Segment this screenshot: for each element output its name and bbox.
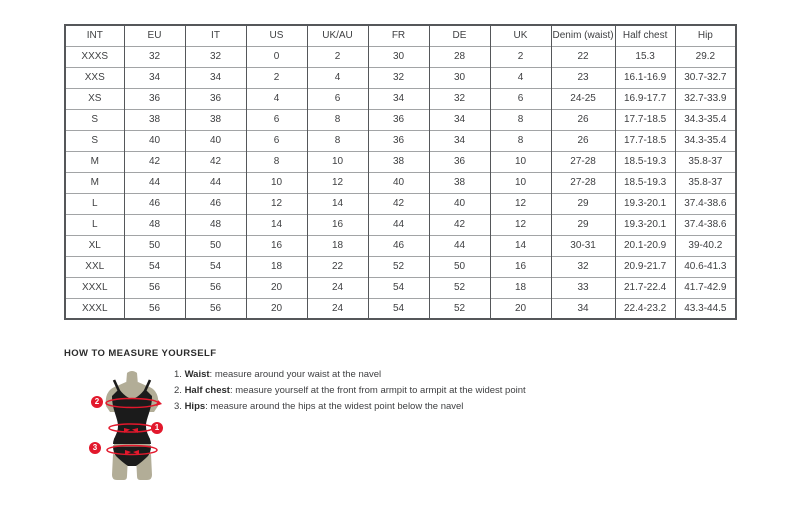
table-cell: 38 — [185, 109, 246, 130]
table-cell: 54 — [185, 256, 246, 277]
table-cell: 18 — [307, 235, 368, 256]
column-header: DE — [429, 25, 490, 46]
column-header: UK/AU — [307, 25, 368, 46]
table-cell: 18.5-19.3 — [615, 172, 675, 193]
table-cell: 18 — [490, 277, 551, 298]
table-cell: 36 — [185, 88, 246, 109]
table-cell: 17.7-18.5 — [615, 130, 675, 151]
measure-steps-list — [174, 370, 526, 418]
table-row — [65, 298, 736, 319]
column-header: US — [246, 25, 307, 46]
table-cell: 29.2 — [675, 46, 736, 67]
table-cell: 30-31 — [551, 235, 615, 256]
table-cell: 6 — [246, 130, 307, 151]
table-cell: 44 — [429, 235, 490, 256]
table-cell: 56 — [185, 277, 246, 298]
table-cell: S — [65, 109, 124, 130]
table-cell: 24 — [307, 298, 368, 319]
measurement-figure-illustration — [82, 370, 182, 482]
table-cell: 18.5-19.3 — [615, 151, 675, 172]
table-cell: 52 — [429, 298, 490, 319]
table-row — [65, 214, 736, 235]
table-cell: 50 — [429, 256, 490, 277]
table-cell: 56 — [124, 277, 185, 298]
table-cell: 42 — [124, 151, 185, 172]
table-cell: 50 — [185, 235, 246, 256]
table-cell: 36 — [368, 109, 429, 130]
measure-section-title: HOW TO MEASURE YOURSELF — [64, 348, 217, 359]
measure-step — [174, 386, 526, 396]
table-cell: 35.8-37 — [675, 151, 736, 172]
table-cell: 34 — [551, 298, 615, 319]
table-cell: 12 — [490, 193, 551, 214]
table-cell: 54 — [368, 277, 429, 298]
step-text: : measure yourself at the front from armpit to armpit at the widest point — [229, 385, 526, 396]
table-cell: 35.8-37 — [675, 172, 736, 193]
table-cell: 0 — [246, 46, 307, 67]
table-cell: 52 — [368, 256, 429, 277]
table-cell: 8 — [246, 151, 307, 172]
table-cell: 38 — [124, 109, 185, 130]
table-cell: 8 — [490, 130, 551, 151]
table-cell: 20.1-20.9 — [615, 235, 675, 256]
step-label: Waist — [184, 369, 210, 380]
table-cell: 40.6-41.3 — [675, 256, 736, 277]
table-cell: 48 — [185, 214, 246, 235]
column-header: UK — [490, 25, 551, 46]
table-cell: 46 — [368, 235, 429, 256]
table-cell: 36 — [429, 151, 490, 172]
table-cell: 30 — [429, 67, 490, 88]
table-cell: 29 — [551, 193, 615, 214]
table-cell: 54 — [368, 298, 429, 319]
table-cell: 26 — [551, 130, 615, 151]
column-header: FR — [368, 25, 429, 46]
table-cell: 42 — [185, 151, 246, 172]
table-cell: 8 — [490, 109, 551, 130]
table-cell: 8 — [307, 130, 368, 151]
table-row — [65, 256, 736, 277]
table-cell: 22 — [551, 46, 615, 67]
table-row — [65, 109, 736, 130]
table-cell: 44 — [368, 214, 429, 235]
table-cell: M — [65, 172, 124, 193]
column-header: Hip — [675, 25, 736, 46]
hips-marker-badge: 3 — [89, 442, 101, 454]
table-cell: 34 — [429, 109, 490, 130]
table-cell: 28 — [429, 46, 490, 67]
column-header: EU — [124, 25, 185, 46]
table-cell: L — [65, 193, 124, 214]
table-cell: 12 — [246, 193, 307, 214]
table-cell: 40 — [185, 130, 246, 151]
table-cell: 34.3-35.4 — [675, 109, 736, 130]
table-cell: 44 — [185, 172, 246, 193]
table-cell: 6 — [490, 88, 551, 109]
table-cell: 30 — [368, 46, 429, 67]
table-cell: 6 — [246, 109, 307, 130]
table-cell: 32 — [429, 88, 490, 109]
waist-marker-badge: 1 — [151, 422, 163, 434]
table-cell: 12 — [490, 214, 551, 235]
table-cell: S — [65, 130, 124, 151]
table-cell: 21.7-22.4 — [615, 277, 675, 298]
table-cell: 23 — [551, 67, 615, 88]
table-cell: 6 — [307, 88, 368, 109]
table-cell: 8 — [307, 109, 368, 130]
table-cell: L — [65, 214, 124, 235]
step-number: 1. — [174, 369, 185, 380]
mannequin-illustration — [82, 370, 182, 482]
table-cell: 16.1-16.9 — [615, 67, 675, 88]
table-row — [65, 235, 736, 256]
table-row — [65, 277, 736, 298]
table-cell: 4 — [490, 67, 551, 88]
table-cell: 56 — [185, 298, 246, 319]
table-cell: 36 — [368, 130, 429, 151]
table-cell: 12 — [307, 172, 368, 193]
table-cell: 15.3 — [615, 46, 675, 67]
table-cell: 24-25 — [551, 88, 615, 109]
table-cell: 40 — [429, 193, 490, 214]
table-cell: 26 — [551, 109, 615, 130]
table-cell: 32 — [124, 46, 185, 67]
table-cell: 42 — [368, 193, 429, 214]
table-cell: M — [65, 151, 124, 172]
table-cell: 32 — [368, 67, 429, 88]
table-cell: 34.3-35.4 — [675, 130, 736, 151]
table-cell: 20.9-21.7 — [615, 256, 675, 277]
table-cell: 56 — [124, 298, 185, 319]
table-cell: 32 — [551, 256, 615, 277]
table-cell: 44 — [124, 172, 185, 193]
size-table-header-row — [65, 25, 736, 46]
table-cell: 14 — [307, 193, 368, 214]
chest-marker-badge: 2 — [91, 396, 103, 408]
table-cell: 34 — [429, 130, 490, 151]
table-row — [65, 151, 736, 172]
table-cell: 29 — [551, 214, 615, 235]
table-cell: 16.9-17.7 — [615, 88, 675, 109]
table-cell: 37.4-38.6 — [675, 214, 736, 235]
table-cell: 19.3-20.1 — [615, 214, 675, 235]
table-row — [65, 46, 736, 67]
table-cell: 46 — [124, 193, 185, 214]
step-text: : measure around the hips at the widest point below the navel — [205, 401, 464, 412]
table-cell: 20 — [246, 298, 307, 319]
step-number: 3. — [174, 401, 185, 412]
table-cell: 20 — [246, 277, 307, 298]
step-label: Half chest — [184, 385, 230, 396]
table-cell: 2 — [307, 46, 368, 67]
table-cell: 22 — [307, 256, 368, 277]
table-cell: 16 — [490, 256, 551, 277]
table-cell: 10 — [246, 172, 307, 193]
table-cell: 48 — [124, 214, 185, 235]
table-cell: 20 — [490, 298, 551, 319]
table-cell: 27-28 — [551, 151, 615, 172]
table-cell: XXXS — [65, 46, 124, 67]
table-cell: 50 — [124, 235, 185, 256]
column-header: Half chest — [615, 25, 675, 46]
column-header: IT — [185, 25, 246, 46]
table-cell: 16 — [307, 214, 368, 235]
table-cell: 34 — [124, 67, 185, 88]
table-cell: 37.4-38.6 — [675, 193, 736, 214]
size-table — [64, 24, 737, 320]
table-cell: 18 — [246, 256, 307, 277]
table-row — [65, 130, 736, 151]
table-cell: 19.3-20.1 — [615, 193, 675, 214]
table-cell: 46 — [185, 193, 246, 214]
table-cell: 10 — [490, 151, 551, 172]
table-cell: 32 — [185, 46, 246, 67]
table-cell: 33 — [551, 277, 615, 298]
table-cell: 2 — [246, 67, 307, 88]
table-cell: 42 — [429, 214, 490, 235]
table-cell: XXXL — [65, 298, 124, 319]
table-cell: 34 — [368, 88, 429, 109]
step-number: 2. — [174, 385, 185, 396]
table-cell: 10 — [490, 172, 551, 193]
table-cell: XXS — [65, 67, 124, 88]
table-cell: XXXL — [65, 277, 124, 298]
table-cell: 52 — [429, 277, 490, 298]
table-cell: 4 — [307, 67, 368, 88]
table-cell: 38 — [429, 172, 490, 193]
table-cell: 40 — [368, 172, 429, 193]
table-cell: 39-40.2 — [675, 235, 736, 256]
table-cell: 22.4-23.2 — [615, 298, 675, 319]
table-row — [65, 172, 736, 193]
table-cell: 41.7-42.9 — [675, 277, 736, 298]
table-cell: XXL — [65, 256, 124, 277]
table-cell: XL — [65, 235, 124, 256]
table-row — [65, 193, 736, 214]
table-row — [65, 67, 736, 88]
step-label: Hips — [184, 401, 206, 412]
table-cell: 34 — [185, 67, 246, 88]
table-cell: 4 — [246, 88, 307, 109]
table-cell: 54 — [124, 256, 185, 277]
table-cell: 2 — [490, 46, 551, 67]
measure-step — [174, 402, 526, 412]
column-header: Denim (waist) — [551, 25, 615, 46]
table-cell: 27-28 — [551, 172, 615, 193]
table-cell: 10 — [307, 151, 368, 172]
table-cell: 24 — [307, 277, 368, 298]
table-cell: 30.7-32.7 — [675, 67, 736, 88]
table-cell: 17.7-18.5 — [615, 109, 675, 130]
table-cell: 16 — [246, 235, 307, 256]
table-cell: 32.7-33.9 — [675, 88, 736, 109]
table-cell: 40 — [124, 130, 185, 151]
table-cell: XS — [65, 88, 124, 109]
step-text: : measure around your waist at the navel — [209, 369, 382, 380]
table-row — [65, 88, 736, 109]
table-cell: 14 — [490, 235, 551, 256]
measure-step — [174, 370, 526, 380]
table-cell: 14 — [246, 214, 307, 235]
table-cell: 38 — [368, 151, 429, 172]
column-header: INT — [65, 25, 124, 46]
table-cell: 43.3-44.5 — [675, 298, 736, 319]
table-cell: 36 — [124, 88, 185, 109]
